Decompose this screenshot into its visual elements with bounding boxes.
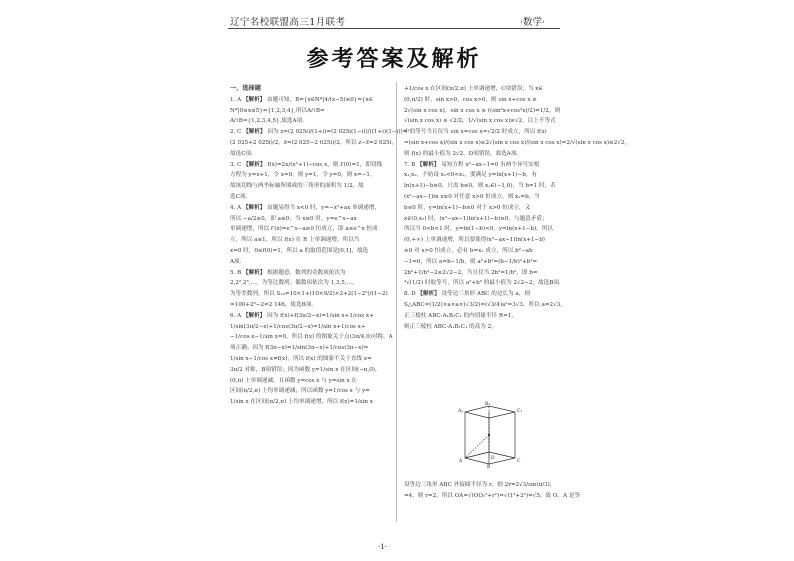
header-exam-name: 辽宁名校联盟高三1月联考 (230, 17, 346, 28)
q8-line: S△ABC=(1/2)×a×a×(√3/2)=(√3/4)a²=3√3，所以 a=2√3， (404, 301, 566, 308)
q6-cont-line: 则 f(x) 的最小值为 2√2，D项错误，故选A项. (404, 150, 519, 157)
q7-line: ln(x+1)−b≥0，只需 b≤0，则 x₁∈(−1,0)，当 b=1 时，若 (404, 183, 556, 190)
q4-line: A项. (230, 258, 242, 265)
label-d: D (491, 456, 495, 461)
page-title: 参考答案及解析 (306, 47, 482, 72)
q3-first-line: 3. C 【解析】 f(x)=2x/(x²+1)−cos x，则 f′(0)=1，即切线 (230, 161, 383, 168)
q8-tail-line: 设等边三角形 ABC 外接圆半径为 r，则 2r=2√3/sin(π/3)， (404, 482, 556, 488)
q6-cont-line: 2√(sin x cos x)，sin x cos x ≤ ((sin²x+cos²x)/2)=1/2，则 (404, 107, 561, 114)
q1-first-line: 1. A 【解析】 由题可知，B={x∈N*|4/(x−5)≤0}={x∈ (230, 96, 373, 103)
right-column (404, 84, 631, 332)
q4-first-line: 4. A 【解析】 由题易得当 x<0 时，y=−x²+ax 单调递增， (230, 204, 381, 211)
q6-line: 项正确；因为 f(3π−x)=1/sin(3π−x)+1/cos(3π−x)= (230, 345, 369, 352)
label-a: A (459, 459, 463, 464)
q6-cont-line: √(sin x cos x) ≤ √2/2，1/√(sin x cos x)≥√2，以上不等式 (404, 118, 556, 125)
q8-line: 正三棱柱 ABC-A₁B₁C₁ 的内切球半径 R=1， (404, 312, 517, 319)
right-column-tail (404, 480, 581, 502)
header-subject: ·数学· (520, 17, 546, 28)
q5-line: 2,2²,2³,…，为等比数列；偶数项依次为 1,3,5,…， (230, 280, 358, 287)
q8-first-line: 8. D 【解析】 设等边三角形 ABC 的边长为 a，则 (404, 291, 530, 298)
q7-line: ⁴√(1/2) 时取等号，所以 a²+b² 的最小值为 2√2−2，故选B项. (404, 280, 561, 287)
prism-hidden-edge (465, 452, 489, 458)
header-rule (228, 28, 560, 29)
question-2 (230, 127, 408, 159)
q4-line: 单调递增，所以 f′(x)=e^x−a≥0 恒成立，即 a≤e^x 恒成 (230, 226, 378, 233)
label-a1: A₁ (458, 409, 464, 414)
label-b1: B₁ (485, 402, 491, 407)
label-c: C (517, 459, 521, 464)
q6-line: (0,π) 上单调递减，且函数 y=cos x 与 y=sin x 在 (230, 377, 357, 384)
label-c1: C₁ (517, 409, 523, 414)
q6-line: 1/sin(3π/2−x)+1/cos(3π/2−x)=1/sin x+1/cos x+ (230, 323, 366, 330)
q1-line: N*|0≤x≤5}={1,2,3,4},所以A∩B= (230, 107, 325, 114)
question-5 (230, 268, 388, 311)
q6-cont-line: (0,π/2) 时，sin x>0，cos x>0，则 sin x+cos x ≥ (404, 96, 537, 103)
prism-edge (489, 412, 515, 418)
column-divider (396, 82, 397, 522)
q7-line: ≥0 对 x>0 恒成立，必有 b=x₂ 成立，所以 b²−ab (404, 247, 533, 254)
page-number: ·1· (378, 543, 387, 551)
q6-continuation (404, 84, 631, 160)
left-column (230, 84, 408, 408)
question-6 (230, 311, 393, 408)
question-1 (230, 95, 388, 127)
q4-line: 立，所以 a≤1，所以 f(x) 在 R 上单调递增，所以当 (230, 237, 360, 244)
q5-line: =100+2⁶−2=2 146，故选B项. (230, 301, 314, 308)
q5-first-line: 5. B 【解析】 根据题意，数列的奇数项依次为 (230, 269, 346, 276)
q4-line: 所以 −a/2≥0，即 a≤0；当 x≥0 时，y=e^x−ax (230, 215, 357, 222)
q7-line: 2b²+1/b²−2≥2√2−2，当且仅当 2b²=1/b²，即 b= (404, 269, 538, 276)
q3-line: 选C项. (230, 193, 248, 200)
q6-line: 区间(π/2,π) 上均单调递减，所以函数 y=1/cos x 与 y= (230, 388, 370, 395)
triangular-prism-figure (455, 402, 525, 468)
q3-line: 故该切线与两坐标轴所围成的三角形的面积为 1/2，故 (230, 183, 364, 190)
q7-line: 所以当 0<b<1 时，y=ln(1−b)<0，y=ln(x+1−b)，所以 (404, 226, 553, 233)
section-heading: 一、选择题 (230, 85, 261, 92)
question-7 (404, 160, 562, 290)
q7-first-line: 7. B 【解析】 易知方程 x²−ax−1=0 有两个异号实根 (404, 161, 540, 168)
q6-line: −1/cos x−1/sin x=0，所以 f(x) 的图象关于点(3π/4,0)对称，A (230, 334, 393, 341)
q2-first-line: 2. C 【解析】 因为 z=(2 025i)/(1+i)=(2 025i(1−i))/((1+i)(1−i))= (230, 129, 408, 136)
q3-line: 方程为 y=x+1，令 x=0，则 y=1，令 y=0，则 x=−1， (230, 172, 376, 179)
q7-line: b≤0 时，y=ln(x+1)−b≥0 对于 x>0 恒成立，又 (404, 204, 531, 211)
q7-line: x₁,x₂，不妨设 x₁<0<x₂，要满足 y=ln(x+1)−b，有 (404, 172, 538, 179)
question-4 (230, 203, 388, 268)
label-b: B (487, 465, 491, 470)
question-3 (230, 160, 388, 203)
q2-line: (2 025+2 025i)/2，z̄=(2 025−2 025i)/2，所以 z−z̄=2 025i， (230, 139, 398, 146)
q7-line: (0,+∞) 上单调递增，所以要使得(x²−ax−1)ln(x+1−b) (404, 237, 545, 244)
q7-line: x∈(0,x₂) 时，(x²−ax−1)ln(x+1)−b)≤0，与题意矛盾； (404, 215, 548, 222)
q1-line: A∩B={1,2,3,4,5},故选A项. (230, 118, 304, 125)
q6-cont-line: =(sin x+cos x)/(sin x cos x)≥2√(sin x cos x)/(sin x cos x)=2/√(sin x cos x)≥2√2， (404, 139, 631, 146)
prism-edge (465, 458, 489, 464)
q8-tail-line: =4，则 r=2，所以 OA=√(OO₁²+r²)=√(1²+2²)=√5，故 O，A 是等 (404, 492, 581, 499)
q6-cont-line: +1/cos x 在区间(π/2,π) 上单调递增，C项错误；当 x∈ (404, 86, 543, 92)
q6-cont-line: 中的等号当且仅当 sin x=cos x=√2/2 时成立，所以 f(x) (404, 129, 547, 136)
q7-line: (x²−ax−1)ln x≥0 对任意 x>0 恒成立，则 x₂=b，当 (404, 193, 540, 200)
q6-first-line: 6. A 【解析】 因为 f(x)+f(3π/2−x)=1/sin x+1/cos x+ (230, 312, 374, 319)
q5-line: 为等差数列，所以 S₁₀=10×1+(10×9/2)×2+2(1−2⁵)/(1−2) (230, 291, 388, 298)
q6-line: 1/sin x 在区间(π/2,π) 上均单调递增，所以 f(x)=1/sin x (230, 399, 373, 406)
prism-edge (465, 412, 489, 418)
q4-line: x=0 时，0≤f(0)=1，所以 a 的取值范围是[0,1]，故选 (230, 247, 369, 254)
q6-line: 3π/2 对称，B项错误；因为函数 y=1/sin x 在区间(−π,0)， (230, 366, 381, 373)
q2-line: 故选C项. (230, 150, 253, 157)
q8-line: 则正三棱柱 ABC-A₁B₁C₁ 的高为 2， (404, 323, 497, 330)
q6-line: 1/sin x−1/cos x≠f(x)，所以 f(x) 的图象不关于直线 x= (230, 355, 372, 362)
radius-line (465, 435, 489, 458)
center-point (488, 434, 490, 436)
question-8 (404, 289, 566, 332)
q7-line: −1=0，所以 a=b−1/b，则 a²+b²=(b−1/b)²+b²= (404, 258, 538, 265)
